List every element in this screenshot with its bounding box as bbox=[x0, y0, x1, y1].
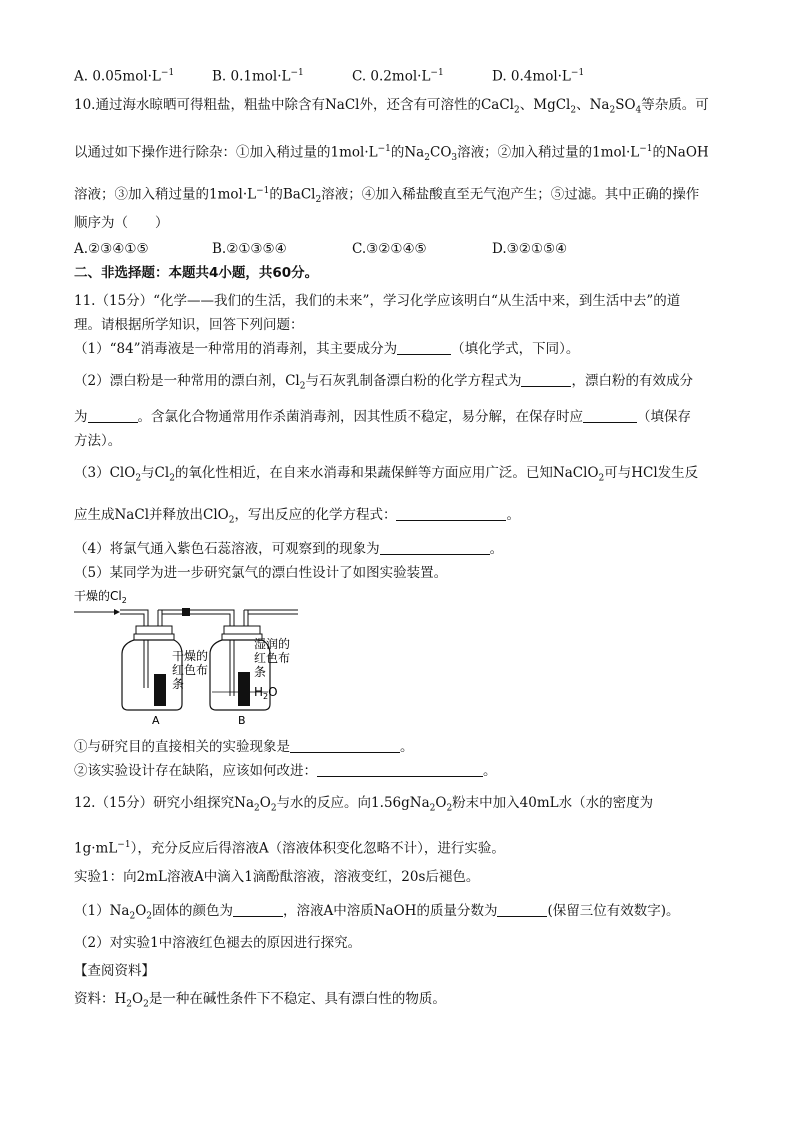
q12-part-2: （2）对实验1中溶液红色褪去的原因进行探究。 bbox=[74, 935, 362, 951]
inlet-label: 干燥的$Cl_2$ bbox=[74, 589, 127, 605]
q11-part-3-line-2: 应生成NaCl并释放出ClO$_2$，写出反应的化学方程式： 。 bbox=[74, 507, 520, 526]
wet-red-cloth-strip bbox=[238, 672, 250, 706]
q11-part-2-line-1: （2）漂白粉是一种常用的漂白剂，$Cl_2$与石灰乳制备漂白粉的化学方程式为 ，漂白粉的有效成分 bbox=[74, 373, 693, 392]
answer-blank[interactable] bbox=[521, 373, 571, 387]
q12-lookup-heading: 【查阅资料】 bbox=[74, 963, 155, 979]
label-water: $H_2O$ bbox=[254, 685, 278, 701]
q9-option-b[interactable]: B. $0.1mol\cdot L^{-1}$ bbox=[212, 68, 304, 85]
dry-red-cloth-strip bbox=[154, 674, 166, 706]
q10-stem-line-4: 顺序为（ ） bbox=[74, 215, 169, 231]
stopper-a bbox=[136, 626, 172, 634]
label-dry-cloth-line-3: 条 bbox=[172, 677, 185, 691]
q10-stem-line-2: 以通过如下操作进行除杂：①加入稍过量的$1mol\cdot L^{-1}$的$Na_2CO_3$溶液；②加入稍过量的$1mol\cdot L^{-1}$的NaOH bbox=[74, 144, 709, 164]
tube-joint bbox=[182, 608, 190, 616]
label-wet-cloth-line-3: 条 bbox=[254, 665, 267, 679]
q11-stem-line-2: 理。请根据所学知识，回答下列问题： bbox=[74, 317, 304, 333]
outlet-tube bbox=[244, 610, 298, 626]
inlet-tube bbox=[120, 610, 148, 688]
q12-stem-line-2: $1g\cdot mL^{-1}$），充分反应后得溶液A（溶液体积变化忽略不计），进行实验。 bbox=[74, 840, 505, 857]
q10-option-a[interactable]: A.②③④①⑤ bbox=[74, 241, 149, 257]
answer-blank[interactable] bbox=[583, 409, 637, 423]
stopper-b bbox=[224, 626, 260, 634]
label-dry-cloth-line-2: 红色布 bbox=[172, 663, 209, 677]
answer-blank[interactable] bbox=[396, 507, 506, 521]
answer-blank[interactable] bbox=[233, 903, 283, 917]
bottle-b-label: B bbox=[238, 714, 246, 726]
label-wet-cloth-line-1: 湿润的 bbox=[254, 637, 291, 651]
q11-part-2-line-3: 方法）。 bbox=[74, 433, 122, 449]
q9-option-a[interactable]: A. $0.05mol\cdot L^{-1}$ bbox=[74, 68, 175, 85]
q11-part-5: （5）某同学为进一步研究氯气的漂白性设计了如图实验装置。 bbox=[74, 565, 448, 581]
answer-blank[interactable] bbox=[380, 541, 490, 555]
chlorine-bleaching-apparatus bbox=[74, 588, 304, 726]
q10-option-d[interactable]: D.③②①⑤④ bbox=[492, 241, 568, 257]
q10-stem-line-1: 10.通过海水晾晒可得粗盐，粗盐中除含有NaCl外，还含有可溶性的CaCl$_2$、MgCl$_2$、$Na_2SO_4$等杂质。可 bbox=[74, 97, 709, 116]
label-dry-cloth-line-1: 干燥的 bbox=[172, 649, 209, 663]
q12-stem-line-1: 12.（15分）研究小组探究$Na_2O_2$与水的反应。向$1.56gNa_2O_2$粉末中加入40mL水（水的密度为 bbox=[74, 795, 654, 814]
q10-stem-line-3: 溶液；③加入稍过量的$1mol\cdot L^{-1}$的BaCl$_2$溶液；④加入稀盐酸直至无气泡产生；⑤过滤。其中正确的操作 bbox=[74, 186, 700, 206]
neck-a bbox=[134, 634, 174, 640]
q12-info: 资料：$H_2O_2$是一种在碱性条件下不稳定、具有漂白性的物质。 bbox=[74, 991, 446, 1010]
q12-experiment-1: 实验1：向2mL溶液A中滴入1滴酚酞溶液，溶液变红，20s后褪色。 bbox=[74, 869, 480, 885]
answer-blank[interactable] bbox=[290, 739, 400, 753]
q11-part-5-sub-1: ①与研究目的直接相关的实验现象是 。 bbox=[74, 739, 414, 755]
q11-part-2-line-2: 为 。含氯化合物通常用作杀菌消毒剂，因其性质不稳定，易分解，在保存时应 （填保存 bbox=[74, 409, 691, 425]
q10-option-b[interactable]: B.②①③⑤④ bbox=[212, 241, 287, 257]
answer-blank[interactable] bbox=[497, 903, 547, 917]
q12-part-1: $(1)Na_2O_2$固体的颜色为 ，溶液A中溶质NaOH的质量分数为 (保留三位有效数字)。 bbox=[74, 903, 680, 922]
answer-blank[interactable] bbox=[88, 409, 138, 423]
q11-part-1: （1）“84”消毒液是一种常用的消毒剂，其主要成分为 （填化学式，下同）。 bbox=[74, 341, 580, 357]
q9-option-c[interactable]: C. $0.2mol\cdot L^{-1}$ bbox=[352, 68, 444, 85]
bottle-a-label: A bbox=[152, 714, 160, 726]
q11-stem-line-1: 11.（15分）“化学——我们的生活，我们的未来”，学习化学应该明白“从生活中来，到生活中去”的道 bbox=[74, 293, 681, 309]
answer-blank[interactable] bbox=[397, 341, 451, 355]
section-2-heading: 二、非选择题：本题共4小题，共60分。 bbox=[74, 265, 319, 281]
q9-option-d[interactable]: D. $0.4mol\cdot L^{-1}$ bbox=[492, 68, 585, 85]
q11-part-3-line-1: （3）ClO$_2$与$Cl_2$的氧化性相近，在自来水消毒和果蔬保鲜等方面应用广泛。已知NaClO$_2$可与HCl发生反 bbox=[74, 465, 699, 484]
answer-blank[interactable] bbox=[317, 763, 483, 777]
label-wet-cloth-line-2: 红色布 bbox=[254, 651, 291, 665]
q11-part-5-sub-2: ②该实验设计存在缺陷，应该如何改进： 。 bbox=[74, 763, 497, 779]
arrow-head bbox=[114, 609, 120, 615]
q10-option-c[interactable]: C.③②①④⑤ bbox=[352, 241, 427, 257]
q11-part-4: （4）将氯气通入紫色石蕊溶液，可观察到的现象为 。 bbox=[74, 541, 504, 557]
